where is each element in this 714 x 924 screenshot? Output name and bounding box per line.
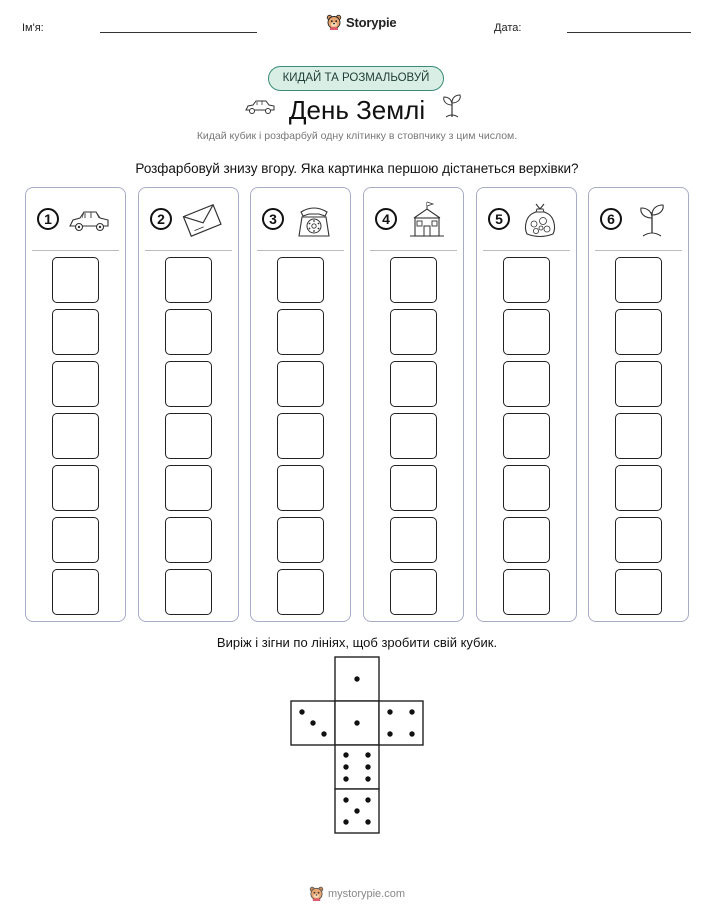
column-number: 3 [262,208,284,230]
column-number: 1 [37,208,59,230]
brand-name: Storypie [346,14,397,30]
date-label: Дата: [494,22,522,34]
column-header [251,188,350,250]
pip [354,808,359,813]
coloring-cell[interactable] [503,257,550,303]
column-header [477,188,576,250]
column-divider [145,250,232,251]
pip [365,797,370,802]
coloring-cell[interactable] [390,257,437,303]
coloring-cell[interactable] [615,361,662,407]
coloring-cell[interactable] [165,413,212,459]
pip [310,720,315,725]
column-divider [257,250,344,251]
coloring-cell[interactable] [165,309,212,355]
coloring-cell[interactable] [52,257,99,303]
coloring-cell[interactable] [390,569,437,615]
pip [299,709,304,714]
coloring-cell[interactable] [390,517,437,563]
coloring-cell[interactable] [52,413,99,459]
column-2 [138,187,239,622]
coloring-cell[interactable] [615,309,662,355]
column-4 [363,187,464,622]
trash-bag-icon [519,200,561,240]
coloring-cell[interactable] [503,309,550,355]
coloring-cell[interactable] [165,569,212,615]
coloring-cell[interactable] [390,413,437,459]
coloring-cell[interactable] [503,569,550,615]
coloring-cell[interactable] [503,465,550,511]
column-number: 2 [150,208,172,230]
cut-instruction: Виріж і зігни по лініях, щоб зробити свій кубик. [216,635,498,650]
column-divider [32,250,119,251]
column-number: 4 [375,208,397,230]
coloring-cell[interactable] [390,361,437,407]
coloring-cell[interactable] [165,517,212,563]
pip [343,752,348,757]
column-header [26,188,125,250]
coloring-cell[interactable] [503,413,550,459]
pip [354,720,359,725]
pip [365,764,370,769]
coloring-cell[interactable] [277,569,324,615]
coloring-cell[interactable] [165,361,212,407]
coloring-cell[interactable] [615,465,662,511]
coloring-instruction: Розфарбовуй знизу вгору. Яка картинка першою дістанеться верхівки? [135,161,579,176]
coloring-cell[interactable] [615,413,662,459]
name-label: Ім'я: [22,22,44,34]
coloring-cell[interactable] [52,309,99,355]
pip [365,819,370,824]
car-icon [244,98,276,116]
telephone-icon [293,200,335,240]
dice-face-right [379,701,423,745]
car-icon [68,200,110,240]
column-header [139,188,238,250]
bear-mascot-icon [309,886,324,901]
coloring-cell[interactable] [52,569,99,615]
pip [343,764,348,769]
column-number: 6 [600,208,622,230]
footer-url[interactable]: mystorypie.com [328,887,406,900]
coloring-cell[interactable] [390,309,437,355]
dice-net [290,656,424,834]
coloring-cell[interactable] [165,257,212,303]
pip [343,819,348,824]
pip [409,709,414,714]
coloring-cell[interactable] [52,361,99,407]
sprout-icon [631,200,673,240]
column-5 [476,187,577,622]
coloring-cell[interactable] [52,517,99,563]
pip [365,776,370,781]
page-title: День Землі [288,95,426,125]
coloring-cell[interactable] [615,569,662,615]
coloring-cell[interactable] [615,257,662,303]
coloring-cell[interactable] [277,465,324,511]
coloring-cell[interactable] [277,517,324,563]
pip [387,709,392,714]
coloring-cell[interactable] [390,465,437,511]
coloring-cell[interactable] [503,517,550,563]
pip [343,776,348,781]
coloring-cell[interactable] [615,517,662,563]
column-3 [250,187,351,622]
coloring-cell[interactable] [277,257,324,303]
dice-face-lower [335,745,379,789]
footer [309,886,405,901]
column-divider [483,250,570,251]
envelope-icon [181,200,223,240]
coloring-cell[interactable] [277,361,324,407]
sprout-icon [440,92,464,118]
column-1 [25,187,126,622]
column-header [589,188,688,250]
pip [354,676,359,681]
coloring-cell[interactable] [503,361,550,407]
column-divider [595,250,682,251]
coloring-cell[interactable] [277,413,324,459]
pip [387,731,392,736]
date-line [567,32,691,33]
name-line [100,32,257,33]
column-divider [370,250,457,251]
column-6 [588,187,689,622]
pip [343,797,348,802]
pip [409,731,414,736]
storypie-logo [326,14,396,30]
coloring-cell[interactable] [165,465,212,511]
school-icon [406,200,448,240]
column-header [364,188,463,250]
pip [321,731,326,736]
activity-badge: КИДАЙ ТА РОЗМАЛЬОВУЙ [268,66,444,91]
pip [365,752,370,757]
bear-mascot-icon [326,14,342,30]
page-subtitle: Кидай кубик і розфарбуй одну клітинку в стовпчику з цим числом. [196,130,518,142]
coloring-cell[interactable] [52,465,99,511]
column-number: 5 [488,208,510,230]
coloring-cell[interactable] [277,309,324,355]
